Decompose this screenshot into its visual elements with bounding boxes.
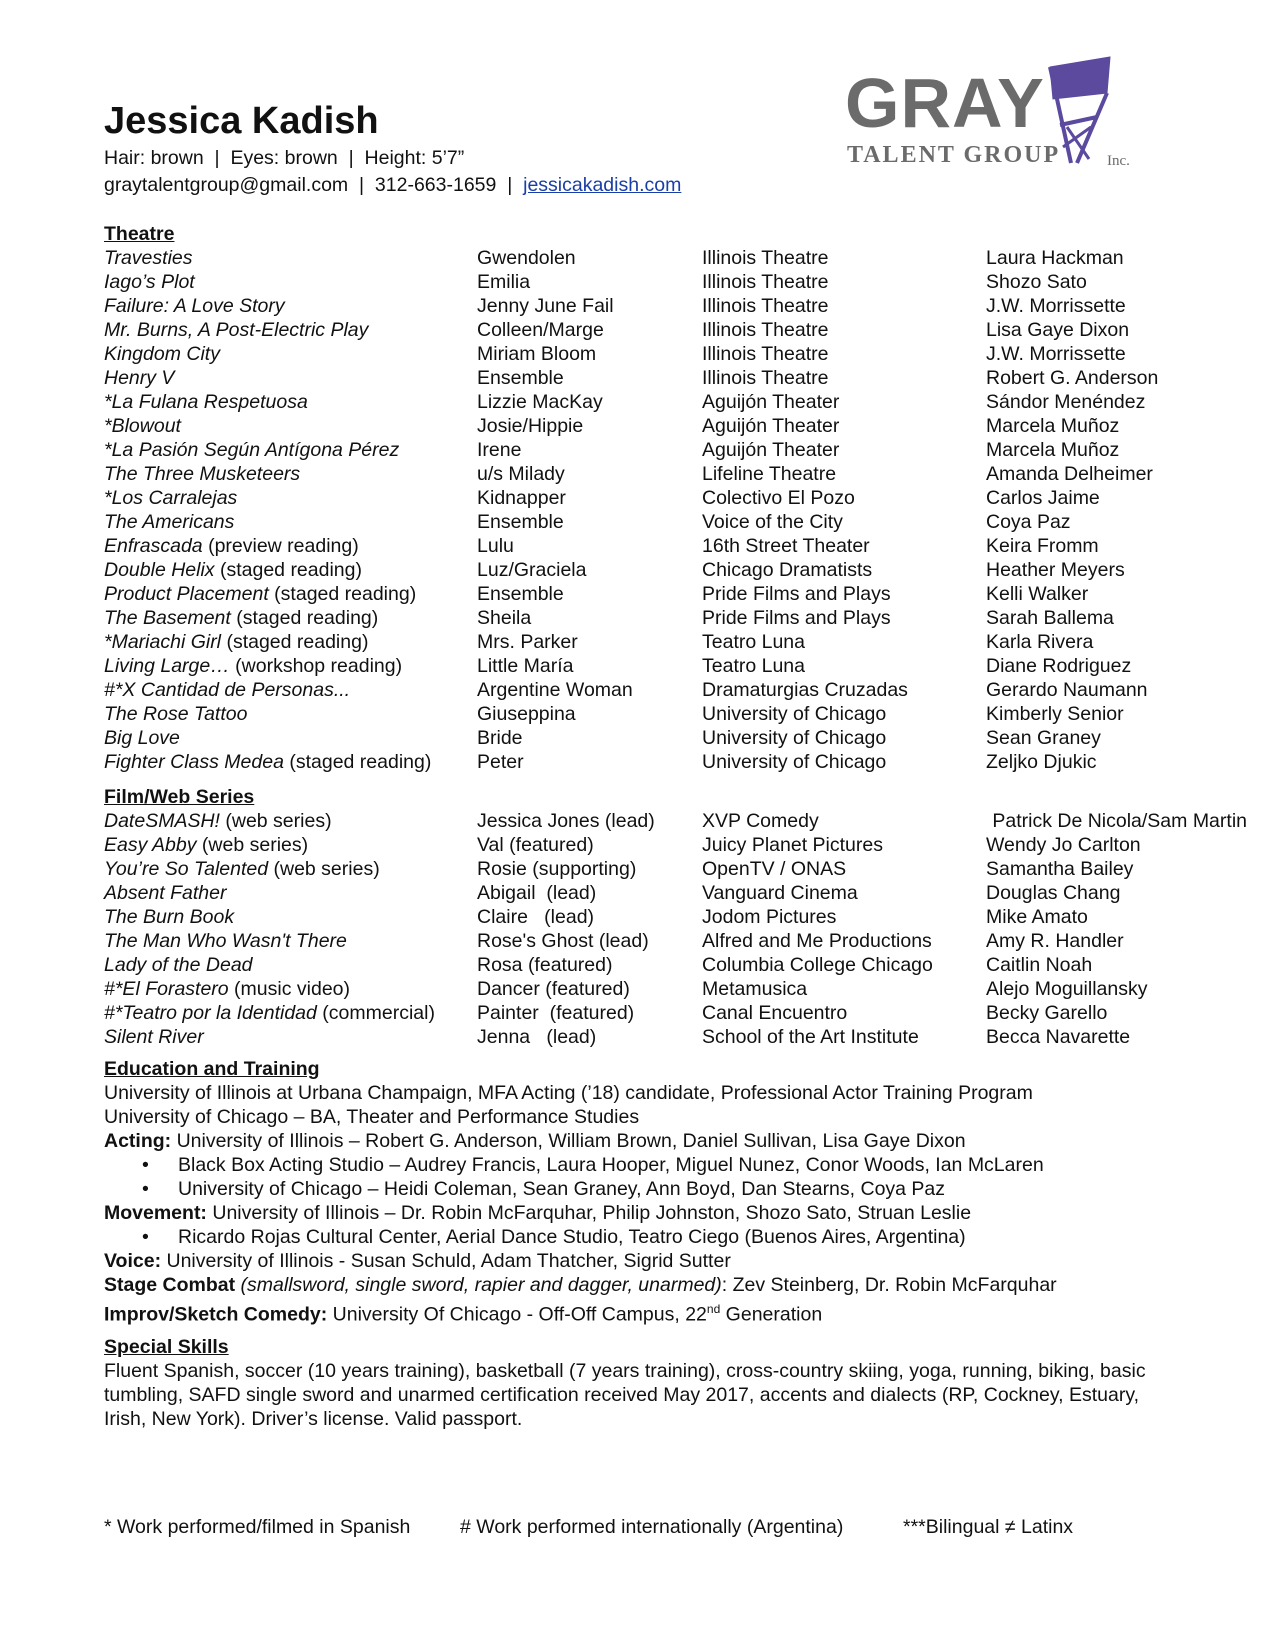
- credit-title-text: Product Placement: [104, 583, 269, 605]
- credit-director: Mike Amato: [986, 906, 1088, 928]
- credit-venue: Vanguard Cinema: [702, 882, 858, 904]
- credit-title: [104, 929, 347, 953]
- credit-note: (web series): [268, 858, 380, 880]
- credit-director: Gerardo Naumann: [986, 679, 1148, 701]
- credit-venue: Aguijón Theater: [702, 415, 840, 437]
- credit-title-text: The Rose Tattoo: [104, 703, 248, 725]
- credit-role: Rose's Ghost (lead): [477, 930, 649, 952]
- theatre-credit-row: [104, 486, 1184, 510]
- credit-role: Josie/Hippie: [477, 415, 584, 437]
- credit-role: Colleen/Marge: [477, 319, 604, 341]
- education-line-2: University of Chicago – BA, Theater and Performance Studies: [104, 1106, 640, 1128]
- credit-role: Jenny June Fail: [477, 295, 614, 317]
- credit-title-text: Easy Abby: [104, 834, 197, 856]
- theatre-credit-row: [104, 582, 1184, 606]
- film-credit-row: [104, 881, 1184, 905]
- film-credit-row: [104, 1025, 1184, 1049]
- credit-title: [104, 750, 431, 774]
- credit-role: Miriam Bloom: [477, 343, 597, 365]
- credit-director: Heather Meyers: [986, 559, 1125, 581]
- contact-line: graytalentgroup@gmail.com | 312-663-1659 | jessicakadish.com: [104, 174, 682, 196]
- eyes: Eyes: brown: [230, 147, 338, 169]
- theatre-credit-row: [104, 462, 1184, 486]
- acting-label: Acting:: [104, 1130, 172, 1152]
- skills-title: Special Skills: [104, 1336, 229, 1358]
- credit-title-text: Living Large…: [104, 655, 230, 677]
- credit-venue: Illinois Theatre: [702, 295, 829, 317]
- education-section: [104, 1057, 1184, 1327]
- credit-role: Little María: [477, 655, 574, 677]
- theatre-credit-row: [104, 726, 1184, 750]
- credit-title: [104, 1025, 204, 1049]
- credit-title: [104, 905, 234, 929]
- credit-director: Wendy Jo Carlton: [986, 834, 1141, 856]
- credit-title-text: The Three Musketeers: [104, 463, 301, 485]
- credit-director: Amanda Delheimer: [986, 463, 1153, 485]
- credit-venue: University of Chicago: [702, 727, 887, 749]
- film-credit-row: [104, 953, 1184, 977]
- credit-venue: OpenTV / ONAS: [702, 858, 847, 880]
- improv-tail: Generation: [720, 1303, 823, 1326]
- credit-director: Laura Hackman: [986, 247, 1124, 269]
- email: graytalentgroup@gmail.com: [104, 174, 349, 196]
- credit-role: Mrs. Parker: [477, 631, 578, 653]
- film-credit-row: [104, 809, 1247, 833]
- credit-note: (web series): [219, 810, 332, 832]
- movement-text: University of Illinois – Dr. Robin McFarquhar, Philip Johnston, Shozo Sato, Struan Leslie: [206, 1202, 972, 1224]
- credit-venue: University of Chicago: [702, 703, 887, 725]
- credit-note: (staged reading): [268, 583, 417, 605]
- film-credit-row: [104, 905, 1184, 929]
- credit-venue: Alfred and Me Productions: [702, 930, 932, 952]
- credit-venue: Juicy Planet Pictures: [702, 834, 883, 856]
- credit-role: Giuseppina: [477, 703, 576, 725]
- movement-bullet-1: • Ricardo Rojas Cultural Center, Aerial Dance Studio, Teatro Ciego (Buenos Aires, Argentina): [104, 1225, 1184, 1249]
- credit-title-text: Double Helix: [104, 559, 215, 581]
- theatre-credit-row: [104, 510, 1184, 534]
- credit-venue: Teatro Luna: [702, 631, 805, 653]
- credit-venue: Voice of the City: [702, 511, 843, 533]
- credit-title: [104, 246, 193, 270]
- credit-venue: Dramaturgias Cruzadas: [702, 679, 908, 701]
- credit-title: [104, 462, 300, 486]
- improv-sup: nd: [706, 1302, 721, 1316]
- credit-venue: Illinois Theatre: [702, 343, 829, 365]
- credit-title-text: Travesties: [104, 247, 193, 269]
- credit-director: Kimberly Senior: [986, 703, 1124, 725]
- credit-director: Coya Paz: [986, 511, 1071, 533]
- logo-top-text: GRAY: [845, 64, 1045, 142]
- theatre-title: Theatre: [104, 223, 175, 245]
- credit-note: (staged reading): [283, 751, 432, 773]
- credit-title-text: You’re So Talented: [104, 858, 269, 880]
- credit-venue: Columbia College Chicago: [702, 954, 933, 976]
- credit-title-text: Silent River: [104, 1026, 204, 1048]
- credit-director: Diane Rodriguez: [986, 655, 1132, 677]
- credit-venue: Illinois Theatre: [702, 271, 829, 293]
- film-credit-row: [104, 1001, 1184, 1025]
- credit-role: Peter: [477, 751, 524, 773]
- credit-title: [104, 414, 181, 438]
- credit-title-text: Failure: A Love Story: [104, 295, 285, 317]
- credit-title-text: *Los Carralejas: [104, 487, 238, 509]
- credit-role: Bride: [477, 727, 523, 749]
- credit-title-text: Kingdom City: [104, 343, 220, 365]
- credit-venue: Metamusica: [702, 978, 808, 1000]
- credit-title-text: #*Teatro por la Identidad: [104, 1002, 317, 1024]
- film-credits: [104, 809, 1247, 1049]
- voice-text: University of Illinois - Susan Schuld, Adam Thatcher, Sigrid Sutter: [161, 1250, 731, 1272]
- height: Height: 5’7”: [364, 147, 465, 169]
- credit-title: [104, 726, 180, 750]
- credit-title: [104, 486, 237, 510]
- credit-role: Claire (lead): [477, 906, 595, 928]
- credit-director: J.W. Morrissette: [986, 295, 1126, 317]
- credit-role: Jenna (lead): [477, 1026, 597, 1048]
- credit-director: Carlos Jaime: [986, 487, 1100, 509]
- footnote-spanish: * Work performed/filmed in Spanish: [104, 1516, 411, 1538]
- credit-venue: School of the Art Institute: [702, 1026, 919, 1048]
- credit-title: [104, 270, 195, 294]
- credit-role: Gwendolen: [477, 247, 576, 269]
- physical-stats: Hair: brown | Eyes: brown | Height: 5’7”: [104, 147, 465, 169]
- credit-venue: 16th Street Theater: [702, 535, 870, 557]
- credit-director: Alejo Moguillansky: [986, 978, 1148, 1000]
- theatre-credit-row: [104, 414, 1184, 438]
- credit-director: Douglas Chang: [986, 882, 1121, 904]
- credit-director: Zeljko Djukic: [986, 751, 1097, 773]
- credit-title: [104, 977, 350, 1001]
- acting-bullet-1: • Black Box Acting Studio – Audrey Francis, Laura Hooper, Miguel Nunez, Conor Woods, Ian McLaren: [104, 1153, 1184, 1177]
- theatre-credit-row: [104, 702, 1184, 726]
- credit-title-text: Enfrascada: [104, 535, 203, 557]
- credit-title: [104, 654, 402, 678]
- credit-title-text: *La Fulana Respetuosa: [104, 391, 308, 413]
- credit-director: Shozo Sato: [986, 271, 1087, 293]
- credit-role: Argentine Woman: [477, 679, 633, 701]
- gray-talent-group-logo: [845, 55, 1165, 175]
- credit-role: Kidnapper: [477, 487, 566, 509]
- credit-director: Kelli Walker: [986, 583, 1089, 605]
- combat-line: [104, 1273, 1184, 1297]
- combat-label: Stage Combat: [104, 1274, 236, 1296]
- credit-role: Luz/Graciela: [477, 559, 587, 581]
- theatre-credits: [104, 246, 1184, 774]
- credit-title-text: Big Love: [104, 727, 180, 749]
- credit-title: [104, 342, 220, 366]
- credit-title-text: Lady of the Dead: [104, 954, 253, 976]
- credit-director: Sándor Menéndez: [986, 391, 1146, 413]
- credit-title-text: *Mariachi Girl: [104, 631, 222, 653]
- credit-title: [104, 857, 380, 881]
- credit-venue: Colectivo El Pozo: [702, 487, 855, 509]
- film-section: [104, 785, 1247, 1049]
- improv-text: University Of Chicago - Off-Off Campus, 22: [327, 1303, 707, 1326]
- credit-venue: Illinois Theatre: [702, 367, 829, 389]
- theatre-credit-row: [104, 270, 1184, 294]
- theatre-section: [104, 222, 1184, 774]
- film-credit-row: [104, 977, 1184, 1001]
- credit-title: [104, 606, 378, 630]
- credit-title: [104, 582, 416, 606]
- credit-director: Becky Garello: [986, 1002, 1108, 1024]
- credit-title: [104, 1001, 435, 1025]
- phone: 312-663-1659: [374, 174, 497, 196]
- credit-role: Abigail (lead): [477, 882, 597, 904]
- credit-venue: XVP Comedy: [702, 810, 819, 832]
- theatre-credit-row: [104, 342, 1184, 366]
- credit-role: u/s Milady: [477, 463, 565, 485]
- credit-note: (preview reading): [202, 535, 359, 557]
- credit-director: Lisa Gaye Dixon: [986, 319, 1130, 341]
- combat-note: (smallsword, single sword, rapier and dagger, unarmed): [235, 1274, 722, 1296]
- credit-title-text: *Blowout: [104, 415, 181, 437]
- credit-venue: University of Chicago: [702, 751, 887, 773]
- logo-bottom-text: TALENT GROUP: [847, 142, 1061, 168]
- theatre-credit-row: [104, 534, 1184, 558]
- credit-title-text: DateSMASH!: [104, 810, 220, 832]
- credit-title: [104, 953, 253, 977]
- credit-title-text: The Basement: [104, 607, 231, 629]
- film-title: Film/Web Series: [104, 786, 255, 808]
- education-line-1: University of Illinois at Urbana Champaign, MFA Acting (’18) candidate, Professional Actor Training Program: [104, 1082, 1033, 1104]
- credit-director: Amy R. Handler: [986, 930, 1124, 952]
- footnote-bilingual: ***Bilingual ≠ Latinx: [903, 1516, 1074, 1538]
- film-credit-row: [104, 929, 1184, 953]
- theatre-credit-row: [104, 558, 1184, 582]
- theatre-credit-row: [104, 678, 1184, 702]
- credit-role: Lulu: [477, 535, 514, 557]
- credit-title: [104, 558, 362, 582]
- acting-text: University of Illinois – Robert G. Anderson, William Brown, Daniel Sullivan, Lisa Gaye Dixon: [171, 1130, 966, 1152]
- credit-venue: Aguijón Theater: [702, 391, 840, 413]
- acting-line: [104, 1129, 1184, 1153]
- credit-director: Keira Fromm: [986, 535, 1099, 557]
- credit-note: (web series): [196, 834, 309, 856]
- credit-venue: Illinois Theatre: [702, 247, 829, 269]
- credit-director: Samantha Bailey: [986, 858, 1134, 880]
- improv-label: Improv/Sketch Comedy:: [104, 1303, 328, 1326]
- voice-label: Voice:: [104, 1250, 162, 1272]
- theatre-credit-row: [104, 750, 1184, 774]
- theatre-credit-row: [104, 318, 1184, 342]
- credit-title: [104, 809, 332, 833]
- credit-director: Sean Graney: [986, 727, 1101, 749]
- credit-title-text: #*X Cantidad de Personas...: [104, 679, 351, 701]
- credit-title-text: Mr. Burns, A Post-Electric Play: [104, 319, 369, 341]
- combat-text: : Zev Steinberg, Dr. Robin McFarquhar: [721, 1274, 1057, 1296]
- credit-venue: Canal Encuentro: [702, 1002, 848, 1024]
- credit-title-text: The Man Who Wasn't There: [104, 930, 347, 952]
- credit-note: (workshop reading): [229, 655, 403, 677]
- credit-role: Ensemble: [477, 367, 564, 389]
- credit-note: (staged reading): [230, 607, 379, 629]
- education-title: Education and Training: [104, 1058, 320, 1080]
- credit-venue: Pride Films and Plays: [702, 583, 891, 605]
- credit-title: [104, 294, 285, 318]
- credit-title: [104, 510, 234, 534]
- credit-title: [104, 438, 399, 462]
- credit-role: Dancer (featured): [477, 978, 630, 1000]
- credit-note: (staged reading): [221, 631, 369, 653]
- skills-section: [104, 1335, 1164, 1431]
- credit-title: [104, 366, 174, 390]
- credit-director: Robert G. Anderson: [986, 367, 1159, 389]
- hair: Hair: brown: [104, 147, 204, 169]
- credit-title: [104, 534, 359, 558]
- theatre-credit-row: [104, 606, 1184, 630]
- credit-venue: Chicago Dramatists: [702, 559, 873, 581]
- improv-line: [104, 1297, 1184, 1327]
- film-credit-row: [104, 857, 1184, 881]
- credit-venue: Aguijón Theater: [702, 439, 840, 461]
- skills-text: Fluent Spanish, soccer (10 years training), basketball (7 years training), cross-country skiing, yoga, running, biking, basic tumbling, SAFD single sword and unarmed certification received May 2017, accents and dialects (RP, Cockney, Estuary, Irish, New York). Driver’s license. Valid passport.: [104, 1360, 1146, 1430]
- credit-title-text: Absent Father: [104, 882, 227, 904]
- credit-role: Ensemble: [477, 511, 564, 533]
- credit-role: Painter (featured): [477, 1002, 635, 1024]
- credit-title-text: Henry V: [104, 367, 175, 389]
- credit-role: Jessica Jones (lead): [477, 810, 655, 832]
- footnote-international: # Work performed internationally (Argentina): [460, 1516, 844, 1538]
- credit-note: (music video): [228, 978, 351, 1000]
- credit-note: (staged reading): [214, 559, 362, 581]
- credit-role: Val (featured): [477, 834, 594, 856]
- credit-director: Karla Rivera: [986, 631, 1094, 653]
- credit-title-text: Iago’s Plot: [104, 271, 195, 293]
- credit-venue: Illinois Theatre: [702, 319, 829, 341]
- credit-director: Becca Navarette: [986, 1026, 1131, 1048]
- credit-role: Rosie (supporting): [477, 858, 637, 880]
- credit-title: [104, 630, 368, 654]
- credit-director: Marcela Muñoz: [986, 439, 1120, 461]
- credit-title-text: Fighter Class Medea: [104, 751, 284, 773]
- credit-venue: Jodom Pictures: [702, 906, 837, 928]
- credit-director: Marcela Muñoz: [986, 415, 1120, 437]
- credit-role: Rosa (featured): [477, 954, 613, 976]
- movement-label: Movement:: [104, 1202, 207, 1224]
- theatre-credit-row: [104, 294, 1184, 318]
- credit-role: Sheila: [477, 607, 532, 629]
- credit-director: Sarah Ballema: [986, 607, 1114, 629]
- credit-title-text: The Americans: [104, 511, 235, 533]
- credit-title: [104, 318, 368, 342]
- credit-venue: Pride Films and Plays: [702, 607, 891, 629]
- credit-role: Emilia: [477, 271, 531, 293]
- acting-bullet-2: • University of Chicago – Heidi Coleman, Sean Graney, Ann Boyd, Dan Stearns, Coya Paz: [104, 1177, 1184, 1201]
- theatre-credit-row: [104, 654, 1184, 678]
- credit-role: Irene: [477, 439, 522, 461]
- credit-role: Lizzie MacKay: [477, 391, 603, 413]
- credit-note: (commercial): [316, 1002, 435, 1024]
- credit-venue: Teatro Luna: [702, 655, 805, 677]
- movement-line: [104, 1201, 1184, 1225]
- credit-venue: Lifeline Theatre: [702, 463, 837, 485]
- theatre-credit-row: [104, 630, 1184, 654]
- credit-title-text: #*El Forastero: [104, 978, 229, 1000]
- credit-title: [104, 678, 350, 702]
- credit-title: [104, 390, 308, 414]
- credit-director: J.W. Morrissette: [986, 343, 1126, 365]
- theatre-credit-row: [104, 390, 1184, 414]
- credit-title: [104, 833, 308, 857]
- credit-title-text: The Burn Book: [104, 906, 235, 928]
- theatre-credit-row: [104, 366, 1184, 390]
- credit-director: Caitlin Noah: [986, 954, 1093, 976]
- theatre-credit-row: [104, 246, 1184, 270]
- theatre-credit-row: [104, 438, 1184, 462]
- website-link[interactable]: jessicakadish.com: [523, 174, 682, 196]
- film-credit-row: [104, 833, 1184, 857]
- credit-title-text: *La Pasión Según Antígona Pérez: [104, 439, 400, 461]
- credit-title: [104, 702, 247, 726]
- candidate-name: Jessica Kadish: [104, 100, 379, 142]
- credit-director: Patrick De Nicola/Sam Martin: [992, 810, 1247, 832]
- credit-role: Ensemble: [477, 583, 564, 605]
- credit-title: [104, 881, 226, 905]
- logo-suffix: Inc.: [1107, 153, 1130, 169]
- voice-line: [104, 1249, 1184, 1273]
